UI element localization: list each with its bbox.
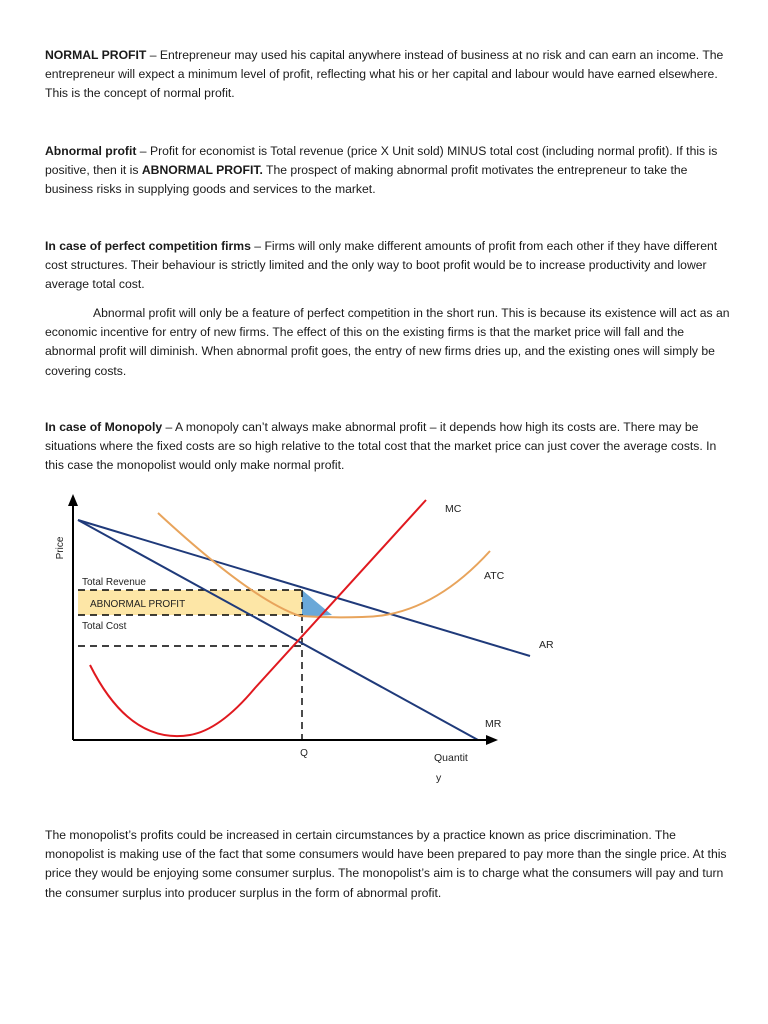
mr-curve [78, 520, 478, 740]
monopoly-text: – A monopoly can’t always make abnormal profit – it depends how high its costs are. There may be situations where the fixed costs are so high relative to the total cost that the market price can just cover the average costs. In this case the monopolist would only make normal profit. [45, 420, 717, 473]
x-axis-arrow [486, 735, 498, 745]
perfect-competition-text: – Firms will only make different amounts of profit from each other if they have different cost structures. Their behaviour is strictly limited and the only way to boot profit would be to increase productivity and lower average total cost. [45, 239, 718, 292]
monopoly-profit-diagram [50, 490, 554, 790]
mc-label: MC [445, 503, 462, 515]
ar-label: AR [539, 639, 554, 651]
x-axis-label-line1: Quantit [434, 752, 468, 764]
x-axis-label-line2: y [436, 772, 442, 784]
monopoly-paragraph [45, 418, 735, 476]
abnormal-profit-text-before: – Profit for economist is Total revenue (price X Unit sold) MINUS total cost (including normal profit). If this is positive, then it is [45, 144, 718, 178]
perfect-competition-text-2: Abnormal profit will only be a feature of perfect competition in the short run. This is because its existence will act as an economic incentive for entry of new firms. The effect of this on the existing firms is that the market price will fall and the abnormal profit will diminish. When abnormal profit goes, the entry of new firms dries up, and the existing ones will simply be covering costs. [45, 306, 730, 378]
q-label: Q [300, 748, 308, 759]
monopoly-term: In case of Monopoly [45, 420, 163, 434]
atc-label: ATC [484, 570, 505, 582]
mr-label: MR [485, 718, 502, 730]
abnormal-profit-label: ABNORMAL PROFIT [90, 599, 186, 610]
y-axis-label: Price [55, 536, 66, 560]
y-axis-arrow [68, 494, 78, 506]
price-discrimination-text: The monopolist’s profits could be increased in certain circumstances by a practice known as price discrimination. The monopolist is making use of the fact that some consumers would have been prepared to pay more than the single price. At this price they would be enjoying some consumer surplus. The monopolist’s aim is to charge what the consumers will pay and turn the consumer surplus into producer surplus in the form of abnormal profit. [45, 828, 727, 900]
abnormal-profit-text-after: The prospect of making abnormal profit motivates the entrepreneur to take the business risks in supplying goods and services to the market. [45, 163, 688, 197]
abnormal-profit-term: Abnormal profit [45, 144, 137, 158]
perfect-competition-paragraph [45, 237, 735, 295]
abnormal-profit-emphasis: ABNORMAL PROFIT. [141, 163, 263, 178]
price-discrimination-paragraph [45, 826, 735, 903]
normal-profit-term: NORMAL PROFIT [45, 48, 147, 62]
perfect-competition-term: In case of perfect competition firms [45, 239, 251, 253]
total-revenue-label: Total Revenue [82, 577, 146, 588]
normal-profit-paragraph [45, 46, 735, 104]
normal-profit-text: – Entrepreneur may used his capital anywhere instead of business at no risk and can earn an income. The entrepreneur will expect a minimum level of profit, reflecting what his or her capital and labour would have earned elsewhere. This is the concept of normal profit. [45, 48, 724, 101]
total-cost-label: Total Cost [82, 621, 127, 632]
abnormal-profit-paragraph [45, 142, 735, 200]
perfect-competition-paragraph-2 [45, 304, 735, 381]
